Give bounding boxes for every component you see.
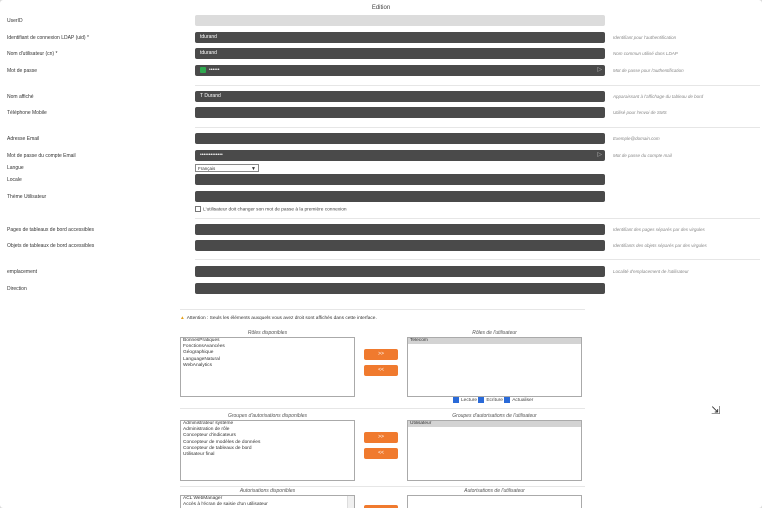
write-checkbox[interactable] bbox=[478, 398, 503, 403]
display-name-input[interactable]: T Durand bbox=[195, 91, 605, 102]
direction-row bbox=[0, 283, 762, 295]
user-groups-title: Groupes d'autorisations de l'utilisateur bbox=[452, 413, 537, 419]
warning-text: Attention : Seuls les éléments auxquels vous avez droit sont affichés dans cette interface. bbox=[186, 316, 377, 321]
divider bbox=[180, 309, 585, 310]
permissions-row bbox=[453, 397, 533, 403]
list-item[interactable]: Concepteur d'indicateurs bbox=[183, 433, 236, 439]
divider bbox=[180, 408, 585, 409]
checkbox-checked-icon bbox=[504, 397, 510, 403]
email-input[interactable] bbox=[195, 133, 605, 144]
dashboard-pages-input[interactable] bbox=[195, 224, 605, 235]
dialog-title: Edition bbox=[371, 5, 391, 11]
strength-indicator bbox=[200, 67, 206, 73]
list-item[interactable]: Administrateur système bbox=[183, 421, 234, 426]
theme-row bbox=[0, 191, 762, 203]
password-hint: Mot de passe pour l'authentification bbox=[613, 68, 684, 73]
list-item[interactable]: Utilisateur bbox=[408, 421, 581, 427]
mobile-row bbox=[0, 107, 762, 119]
language-value: Français bbox=[198, 166, 216, 171]
userid-label: UserID bbox=[7, 18, 23, 24]
mouse-cursor-icon: ⇲ bbox=[711, 405, 721, 417]
dashboard-objects-label: Objets de tableaux de bord accessibles bbox=[7, 243, 95, 249]
password-value: •••••• bbox=[209, 67, 220, 73]
theme-input[interactable] bbox=[195, 191, 605, 202]
theme-label: Thème Utilisateur bbox=[7, 194, 47, 200]
ldap-row bbox=[0, 32, 762, 44]
language-select[interactable] bbox=[195, 164, 259, 172]
email-password-row bbox=[0, 150, 762, 162]
access-warning bbox=[180, 316, 377, 321]
email-password-hint: Mot de passe du compte mail bbox=[613, 153, 672, 158]
must-change-password-label: L'utilisateur doit changer son mot de passe à la première connexion bbox=[203, 207, 347, 213]
dashboard-objects-input[interactable] bbox=[195, 240, 605, 251]
mobile-label: Téléphone Mobile bbox=[7, 110, 47, 116]
list-item[interactable]: Géographique bbox=[183, 350, 214, 356]
list-item[interactable]: Concepteur de tableaux de bord bbox=[183, 445, 252, 451]
list-item[interactable]: Telecom bbox=[408, 338, 581, 344]
locale-input[interactable] bbox=[195, 174, 605, 185]
must-change-password-checkbox[interactable] bbox=[195, 206, 347, 212]
available-authorizations-list[interactable] bbox=[180, 495, 355, 508]
list-scrollbar[interactable] bbox=[347, 496, 354, 508]
dashboard-pages-hint: Identifiant des pages séparés par des virgules bbox=[613, 227, 705, 232]
user-roles-list[interactable] bbox=[407, 337, 582, 397]
password-label: Mot de passe bbox=[7, 68, 38, 74]
reveal-password-icon[interactable]: ▷ bbox=[597, 67, 602, 73]
ldap-input[interactable]: tdurand bbox=[195, 32, 605, 43]
update-checkbox[interactable] bbox=[504, 398, 533, 403]
language-label: Langue bbox=[7, 165, 24, 171]
locale-row bbox=[0, 174, 762, 186]
ldap-label: Identifiant de connexion LDAP (uid) * bbox=[7, 35, 89, 41]
list-item[interactable]: Utilisateur final bbox=[183, 452, 215, 458]
location-hint: Localité d'emplacement de l'utilisateur bbox=[613, 269, 689, 274]
location-label: emplacement bbox=[7, 269, 38, 275]
divider bbox=[195, 85, 760, 86]
available-authorizations-title: Autorisations disponibles bbox=[239, 488, 296, 494]
chevron-down-icon: ▼ bbox=[251, 166, 256, 172]
email-password-label: Mot de passe du compte Email bbox=[7, 153, 76, 159]
email-password-input[interactable] bbox=[195, 150, 605, 161]
list-item[interactable]: Concepteur de modèles de données bbox=[183, 439, 261, 445]
dashboard-objects-row bbox=[0, 240, 762, 252]
username-label: Nom d'utilisateur (cn) * bbox=[7, 51, 58, 57]
add-role-button[interactable]: >> bbox=[364, 349, 398, 360]
user-groups-list[interactable] bbox=[407, 420, 582, 481]
dashboard-pages-label: Pages de tableaux de bord accessibles bbox=[7, 227, 95, 233]
password-row bbox=[0, 65, 762, 77]
read-label: Lecture bbox=[461, 398, 477, 404]
locale-label: Locale bbox=[7, 177, 22, 183]
warning-icon: ▲ bbox=[180, 316, 185, 321]
email-hint: Exemple@domain.com bbox=[613, 136, 660, 141]
list-item[interactable]: Accès à l'écran de saisie d'un utilisateur bbox=[183, 502, 268, 508]
available-groups-list[interactable] bbox=[180, 420, 355, 481]
reveal-email-password-icon[interactable]: ▷ bbox=[597, 152, 602, 158]
user-authorizations-list[interactable] bbox=[407, 495, 582, 508]
read-checkbox[interactable] bbox=[453, 398, 477, 403]
mobile-input[interactable] bbox=[195, 107, 605, 118]
email-row bbox=[0, 133, 762, 145]
userid-field[interactable] bbox=[195, 15, 605, 26]
checkbox-checked-icon bbox=[478, 397, 484, 403]
display-name-row bbox=[0, 91, 762, 103]
list-item[interactable]: Administration de rôle bbox=[183, 427, 230, 433]
add-group-button[interactable]: >> bbox=[364, 432, 398, 443]
available-roles-title: Rôles disponibles bbox=[247, 330, 288, 336]
divider bbox=[180, 486, 585, 487]
dashboard-pages-row bbox=[0, 224, 762, 236]
list-item[interactable]: WebAnalytics bbox=[183, 362, 212, 368]
available-groups-title: Groupes d'autorisations disponibles bbox=[227, 413, 308, 419]
direction-label: Direction bbox=[7, 286, 27, 292]
remove-group-button[interactable]: << bbox=[364, 448, 398, 459]
user-roles-title: Rôles de l'utilisateur bbox=[472, 330, 517, 336]
list-item[interactable]: BonnesPratiques bbox=[183, 338, 220, 343]
password-input[interactable] bbox=[195, 65, 605, 76]
email-password-value: ••••••••••••• bbox=[200, 152, 223, 158]
user-authorizations-title: Autorisations de l'utilisateur bbox=[464, 488, 525, 494]
username-row bbox=[0, 48, 762, 60]
checkbox-checked-icon bbox=[453, 397, 459, 403]
mobile-hint: Utilisé pour l'envoi de SMS bbox=[613, 110, 667, 115]
location-input[interactable] bbox=[195, 266, 605, 277]
dashboard-objects-hint: Identifiants des objets séparés par des virgules bbox=[613, 243, 707, 248]
divider bbox=[195, 127, 760, 128]
available-roles-list[interactable] bbox=[180, 337, 355, 397]
direction-input[interactable] bbox=[195, 283, 605, 294]
list-item[interactable]: FonctionsAvancées bbox=[183, 344, 225, 350]
remove-role-button[interactable]: << bbox=[364, 365, 398, 376]
update-label: Actualiser bbox=[512, 398, 534, 404]
display-name-hint: Apparaissant à l'affichage du tableau de bord bbox=[613, 94, 704, 99]
location-row bbox=[0, 266, 762, 278]
display-name-label: Nom affiché bbox=[7, 94, 34, 100]
list-item[interactable]: LanguageNatural bbox=[183, 356, 220, 362]
username-hint: Nom commun utilisé dans LDAP bbox=[613, 51, 678, 56]
list-item[interactable]: ACL WebManager bbox=[183, 496, 223, 501]
email-label: Adresse Email bbox=[7, 136, 40, 142]
username-input[interactable]: tdurand bbox=[195, 48, 605, 59]
write-label: Ecriture bbox=[486, 398, 503, 404]
userid-row bbox=[0, 15, 762, 27]
divider bbox=[195, 218, 760, 219]
ldap-hint: Identifiant pour l'authentification bbox=[613, 35, 677, 40]
divider bbox=[195, 259, 760, 260]
checkbox-icon bbox=[195, 206, 201, 212]
